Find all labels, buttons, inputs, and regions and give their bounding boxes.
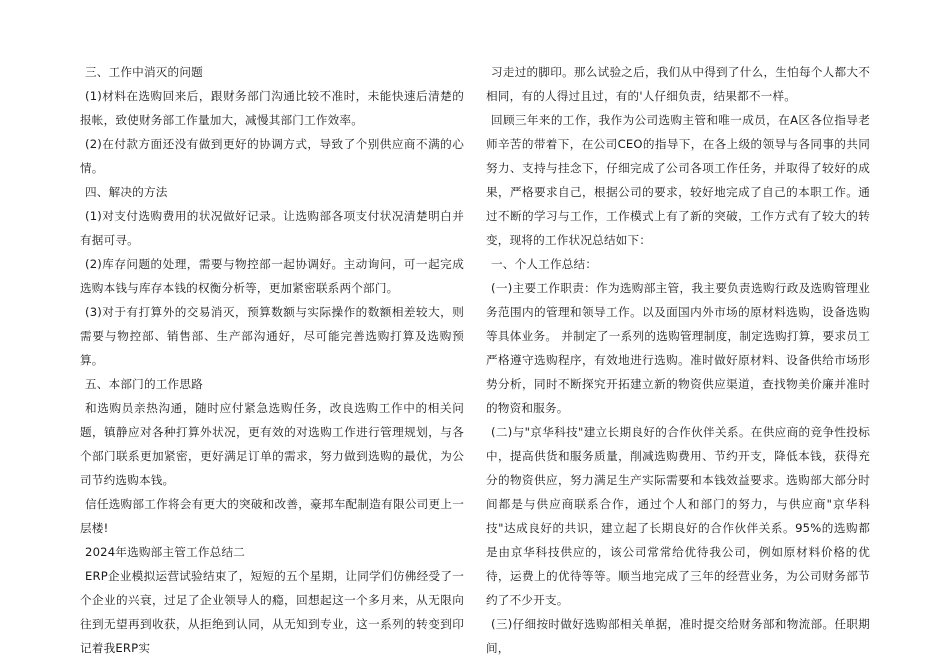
paragraph: (三)仔细按时做好选购部相关单据，准时提交给财务部和物流部。任职期间，	[486, 617, 870, 655]
summary-title-two: 2024年选购部主管工作总结二	[85, 545, 246, 559]
section-heading-work-ideas: 五、本部门的工作思路	[85, 377, 203, 391]
paragraph: 和选购员亲热沟通，随时应付紧急选购任务，改良选购工作中的相关问题，镇静应对各种打算外状况，更有效的对选购工作进行管理规划，与各个部门联系更加紧密，更好满足订单的需求，努力做到选购的最优，为公司节约选购本钱。	[80, 401, 464, 487]
paragraph: 信任选购部工作将会有更大的突破和改善，豪邦车配制造有限公司更上一层楼!	[80, 497, 464, 535]
paragraph: (1)对支付选购费用的状况做好记录。让选购部各项支付状况清楚明白并有据可寻。	[80, 209, 464, 247]
section-heading-problems: 三、工作中消灭的问题	[85, 65, 203, 79]
paragraph: (2)库存问题的处理，需要与物控部一起协调好。主动询问，可一起完成选购本钱与库存本钱的权衡分析等，更加紧密联系两个部门。	[80, 257, 464, 295]
paragraph: (2)在付款方面还没有做到更好的协调方式，导致了个别供应商不满的心情。	[80, 137, 464, 175]
paragraph: (二)与"京华科技"建立长期良好的合作伙伴关系。在供应商的竞争性投标中，提高供货和服务质量，削减选购费用、节约开支，降低本钱，获得充分的物资供应，努力满足生产实际需要和本钱效益要求。选购部大部分时间都是与供应商联系合作，通过个人和部门的努力，与供应商"京华科技"达成良好的共识，建立起了长期良好的合作伙伴关系。95%的选购都是由京华科技供应的，该公司常常给优待我公司，例如原材料价格的优待，运费上的优待等等。顺当地完成了三年的经营业务，为公司财务部节约了不少开支。	[486, 425, 870, 607]
paragraph: (一)主要工作职责：作为选购部主管，我主要负责选购行政及选购管理业务范围内的管理和领导工作。以及面国内外市场的原材料选购，设备选购等具体业务。 并制定了一系列的选购管理制度，制定选购打算，要求员工严格遵守选购程序，有效地进行选购。准时做好原材料、设备供给市场形势分析，同时不断探究开拓建立新的物资供应渠道，查找物美价廉并准时的物资和服务。	[486, 281, 870, 415]
section-heading-solutions: 四、解决的方法	[85, 185, 168, 199]
paragraph: ERP企业模拟运营试验结束了，短短的五个星期，让同学们仿佛经受了一个企业的兴衰，过足了企业领导人的瘾，回想起这一个多月来，从无限向往到无望再到收获，从拒绝到认同，从无知到专业，这一系列的转变到印记着我ERP实	[80, 569, 464, 655]
section-heading-personal-summary: 一、个人工作总结：	[491, 257, 598, 271]
paragraph: 回顾三年来的工作，我作为公司选购主管和唯一成员，在A区各位指导老师辛苦的带着下，在公司CEO的指导下，在各上级的领导与各同事的共同努力、支持与挂念下，仔细完成了公司各项工作任务，并取得了较好的成果，严格要求自己，根据公司的要求，较好地完成了自己的本职工作。通过不断的学习与工作，工作模式上有了新的突破，工作方式有了较大的转变，现将的工作状况总结如下：	[486, 113, 870, 247]
right-column	[486, 60, 870, 660]
paragraph: (3)对于有打算外的交易消灭，预算数额与实际操作的数额相差较大，则需要与物控部、销售部、生产部沟通好，尽可能完善选购打算及选购预算。	[80, 305, 464, 367]
paragraph: (1)材料在选购回来后，跟财务部门沟通比较不准时，未能快速后清楚的报帐，致使财务部工作量加大，减慢其部门工作效率。	[80, 89, 464, 127]
paragraph-continued: 习走过的脚印。那么试验之后，我们从中得到了什么，生怕每个人都大不相同，有的人得过且过，有的'人仔细负责，结果都不一样。	[486, 65, 870, 103]
left-column	[80, 60, 464, 660]
